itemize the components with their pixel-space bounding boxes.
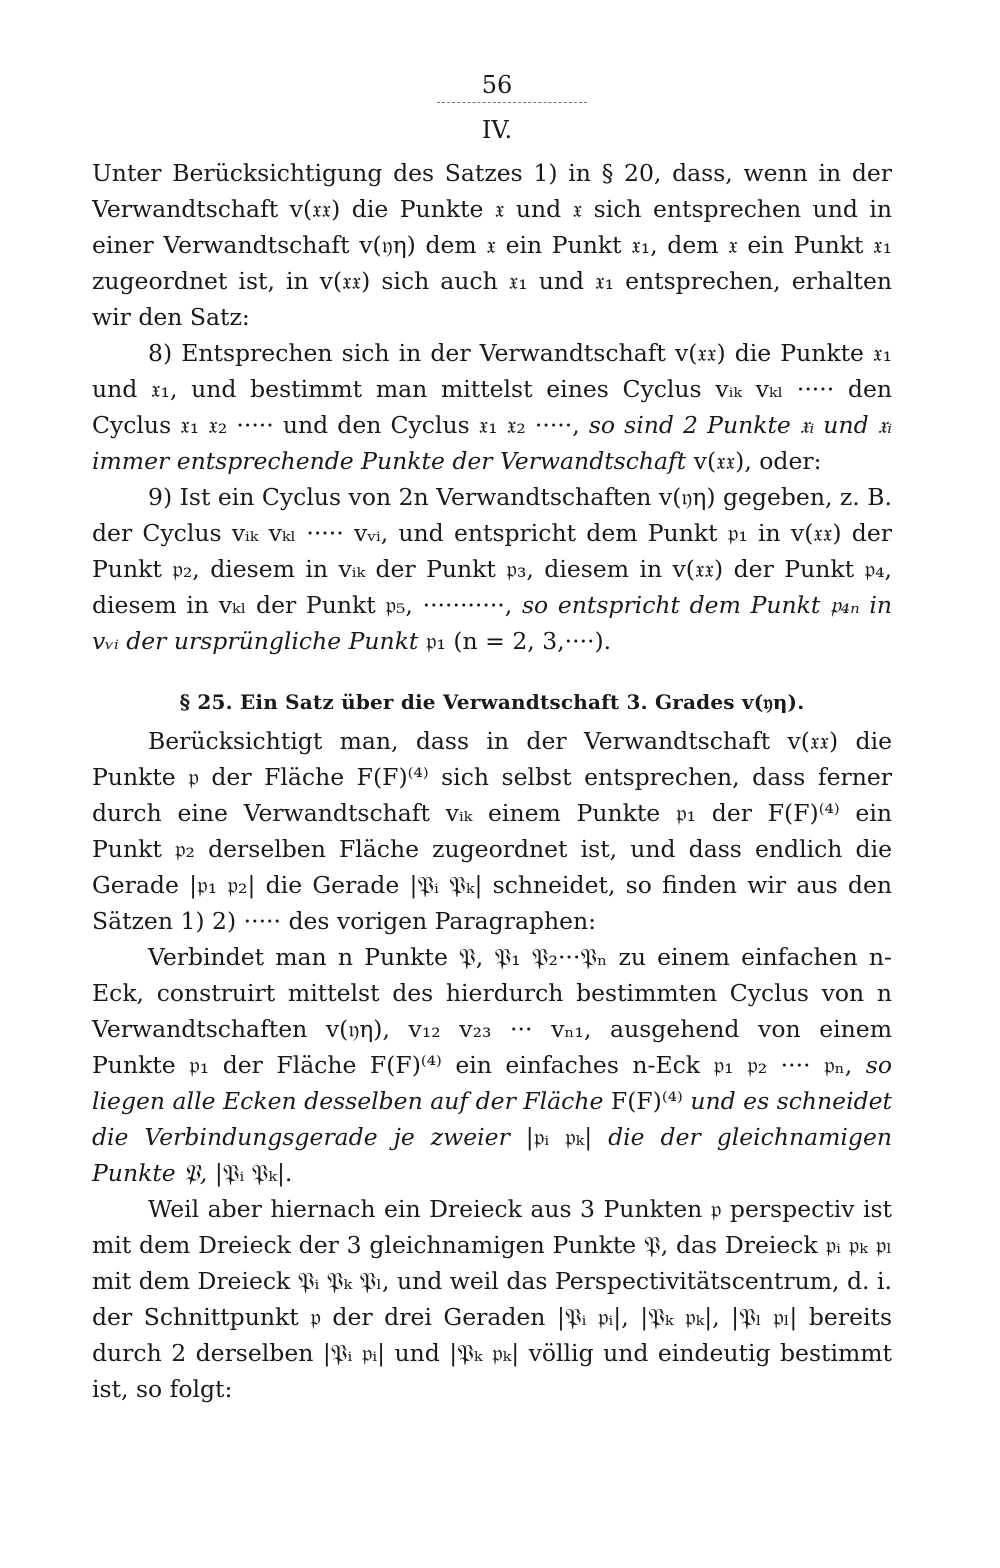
theorem-9 <box>92 479 892 659</box>
page <box>92 70 892 1550</box>
paragraph-conclusion: Weil aber hiernach ein Dreieck aus 3 Punkten 𝔭 perspectiv ist mit dem Dreieck der 3 gleichnamigen Punkte 𝔓, das Dreieck 𝔭ᵢ 𝔭ₖ 𝔭ₗ mit dem Dreieck 𝔓ᵢ 𝔓ₖ 𝔓ₗ, und weil das Perspectivitätscentrum, d. i. der Schnittpunkt 𝔭 der drei Geraden |𝔓ᵢ 𝔭ᵢ|, |𝔓ₖ 𝔭ₖ|, |𝔓ₗ 𝔭ₗ| bereits durch 2 derselben |𝔓ᵢ 𝔭ᵢ| und |𝔓ₖ 𝔭ₖ| völlig und eindeutig bestimmt ist, so folgt: <box>92 1195 893 1403</box>
theorem-n-eck-italic-1: so liegen alle Ecken desselben auf der Fläche <box>92 1051 892 1115</box>
theorem-n-eck <box>92 939 892 1191</box>
header-rule <box>437 102 587 103</box>
chapter-heading: IV. <box>481 116 513 144</box>
theorem-8 <box>92 335 892 479</box>
theorem-n-eck-end: |𝔓ᵢ 𝔓ₖ|. <box>207 1159 293 1187</box>
theorem-9-text: 9) Ist ein Cyclus von 2n Verwandtschaften v(𝔶η) gegeben, z. B. der Cyclus vᵢₖ vₖₗ ····· vᵥᵢ, und entspricht dem Punkt 𝔭₁ in v(𝔵𝔵) der Punkt 𝔭₂, diesem in vᵢₖ der Punkt 𝔭₃, diesem in v(𝔵𝔵) der Punkt 𝔭₄, diesem in vₖₗ der Punkt 𝔭₅, ···········, <box>92 483 892 619</box>
theorem-n-eck-italic-3: die der gleichnamigen Punkte 𝔓, <box>92 1123 893 1187</box>
theorem-n-eck-text: Verbindet man n Punkte 𝔓, 𝔓₁ 𝔓₂···𝔓ₙ zu einem einfachen n-Eck, construirt mittelst des hierdurch bestimmten Cyclus von n Verwandtschaften v(𝔶η), v₁₂ v₂₃ ··· vₙ₁, ausgehend von einem Punkte 𝔭₁ der Fläche F(F)⁽⁴⁾ ein einfaches n-Eck 𝔭₁ 𝔭₂ ···· 𝔭ₙ, <box>92 943 892 1079</box>
theorem-9-italic: so entspricht dem Punkt 𝔭₄ₙ in vᵥᵢ der ursprüngliche Punkt <box>92 591 892 655</box>
theorem-8-text: 8) Entsprechen sich in der Verwandtschaft v(𝔵𝔵) die Punkte 𝔵₁ und 𝔵₁, und bestimmt man mittelst eines Cyclus vᵢₖ vₖₗ ····· den Cyclus 𝔵₁ 𝔵₂ ····· und den Cyclus 𝔵₁ 𝔵₂ ·····, <box>92 339 892 439</box>
theorem-8-end: v(𝔵𝔵), oder: <box>686 447 822 475</box>
theorem-n-eck-italic-2: und es schneidet die Verbindungsgerade je zweier <box>92 1087 892 1151</box>
theorem-n-eck-line: |𝔭ᵢ 𝔭ₖ| <box>509 1123 609 1151</box>
theorem-n-eck-surface: F(F)⁽⁴⁾ <box>603 1087 691 1115</box>
theorem-8-italic: so sind 2 Punkte 𝔵ᵢ und 𝔵ᵢ immer entsprechende Punkte der Verwandtschaft <box>92 411 892 475</box>
paragraph-intro: Unter Berücksichtigung des Satzes 1) in § 20, dass, wenn in der Verwandtschaft v(𝔵𝔵) die Punkte 𝔵 und 𝔵 sich entsprechen und in einer Verwandtschaft v(𝔶η) dem 𝔵 ein Punkt 𝔵₁, dem 𝔵 ein Punkt 𝔵₁ zugeordnet ist, in v(𝔵𝔵) sich auch 𝔵₁ und 𝔵₁ entsprechen, erhalten wir den Satz: <box>92 159 892 331</box>
page-number: 56 <box>481 71 513 99</box>
theorem-9-end: 𝔭₁ (n = 2, 3,····). <box>418 627 612 655</box>
paragraph-section-intro: Berücksichtigt man, dass in der Verwandtschaft v(𝔵𝔵) die Punkte 𝔭 der Fläche F(F)⁽⁴⁾ sich selbst entsprechen, dass ferner durch eine Verwandtschaft vᵢₖ einem Punkte 𝔭₁ der F(F)⁽⁴⁾ ein Punkt 𝔭₂ derselben Fläche zugeordnet ist, und dass endlich die Gerade |𝔭₁ 𝔭₂| die Gerade |𝔓ᵢ 𝔓ₖ| schneidet, so finden wir aus den Sätzen 1) 2) ····· des vorigen Paragraphen: <box>92 727 892 935</box>
section-heading: § 25. Ein Satz über die Verwandtschaft 3. Grades v(𝔶η). <box>179 690 805 714</box>
